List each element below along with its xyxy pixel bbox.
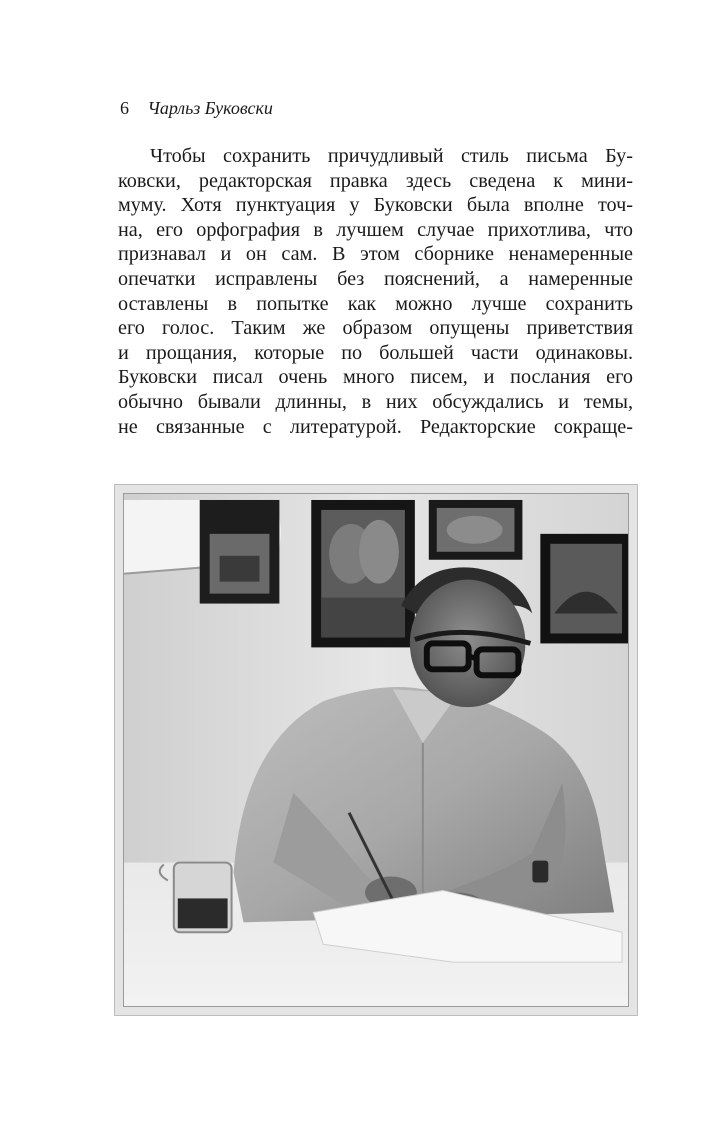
- text-line: ковски, редакторская правка здесь сведена к мини-: [118, 169, 633, 192]
- wristwatch: [532, 861, 548, 883]
- running-head-author: Чарльз Буковски: [147, 98, 273, 118]
- text-line: Буковски писал очень много писем, и послания его: [118, 366, 633, 389]
- text-line: не связанные с литературой. Редакторские сокраще-: [118, 415, 633, 438]
- text-line: на, его орфография в лучшем случае прихотлива, что: [118, 218, 633, 241]
- photograph-svg: [124, 494, 628, 1006]
- photograph-image: [123, 493, 629, 1007]
- text-line: Чтобы сохранить причудливый стиль письма Бу-: [150, 145, 633, 167]
- text-line: и прощания, которые по большей части одинаковы.: [118, 341, 633, 364]
- body-paragraph: [118, 144, 633, 439]
- page-number: 6: [120, 98, 129, 118]
- photograph: [114, 484, 638, 1016]
- text-line: оставлены в попытке как можно лучше сохранить: [118, 292, 633, 315]
- running-head: [120, 97, 273, 119]
- text-line: обычно бывали длинны, в них обсуждались и темы,: [118, 390, 633, 413]
- text-line: его голос. Таким же образом опущены приветствия: [118, 317, 633, 340]
- text-line: признавал и он сам. В этом сборнике ненамеренные: [118, 243, 633, 266]
- text-line: муму. Хотя пунктуация у Буковски была вполне точ-: [118, 194, 633, 217]
- text-line: опечатки исправлены без пояснений, а намеренные: [118, 267, 633, 290]
